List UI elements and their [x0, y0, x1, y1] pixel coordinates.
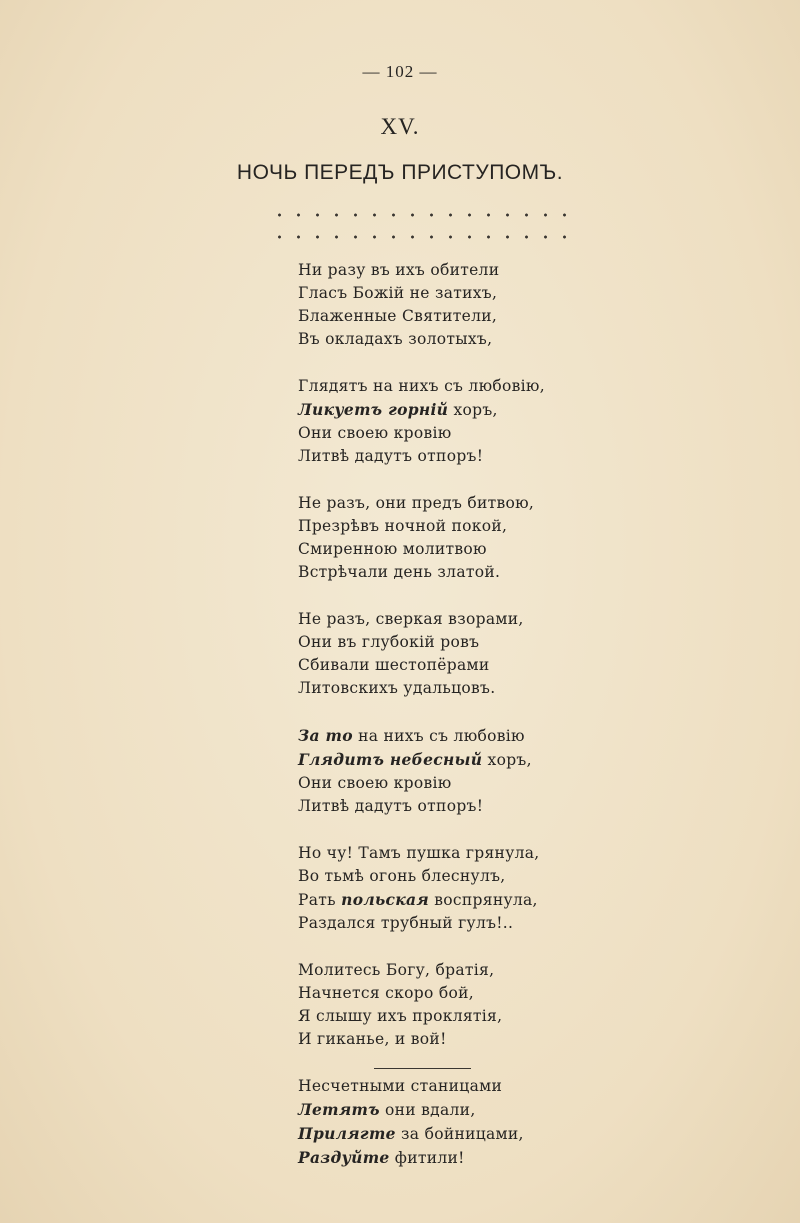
text-segment: Во тьмѣ огонь блеснулъ,: [298, 867, 506, 885]
poem-line: [298, 445, 618, 468]
closing-rule: [374, 1068, 471, 1069]
italic-text: Ликуетъ горній: [298, 400, 449, 419]
stanza: [298, 492, 618, 584]
text-segment: Они своею кровію: [298, 424, 452, 442]
text-segment: Молитесь Богу, братія,: [298, 961, 495, 979]
poem-line: [298, 724, 618, 748]
poem-line: [298, 631, 618, 654]
poem-line: [298, 654, 618, 677]
text-segment: Смиренною молитвою: [298, 540, 487, 558]
poem-line: [298, 677, 618, 700]
stanza: [298, 608, 618, 700]
text-segment: Глядятъ на нихъ съ любовію,: [298, 377, 545, 395]
poem-line: [298, 305, 618, 328]
text-segment: Литвѣ дадутъ отпоръ!: [298, 447, 484, 465]
text-segment: Литвѣ дадутъ отпоръ!: [298, 797, 484, 815]
text-segment: воспрянула,: [429, 891, 538, 909]
stanza: [298, 842, 618, 935]
text-segment: Ни разу въ ихъ обители: [298, 261, 500, 279]
poem-line: [298, 795, 618, 818]
text-segment: Литовскихъ удальцовъ.: [298, 679, 496, 697]
text-segment: хоръ,: [448, 401, 498, 419]
text-segment: Гласъ Божій не затихъ,: [298, 284, 498, 302]
text-segment: они вдали,: [379, 1101, 476, 1119]
text-segment: Не разъ, они предъ битвою,: [298, 494, 535, 512]
text-segment: Сбивали шестопёрами: [298, 656, 490, 674]
text-segment: на нихъ съ любовію: [352, 727, 525, 745]
poem-line: [298, 538, 618, 561]
poem-line: [298, 561, 618, 584]
poem-line: [298, 328, 618, 351]
text-segment: за бойницами,: [395, 1125, 524, 1143]
poem-line: [298, 772, 618, 795]
text-segment: Начнется скоро бой,: [298, 984, 474, 1002]
stanza: [298, 375, 618, 468]
text-segment: Несчетными станицами: [298, 1077, 503, 1095]
text-segment: Встрѣчали день златой.: [298, 563, 501, 581]
poem-line: [298, 842, 618, 865]
poem-line: [298, 748, 618, 772]
italic-text: Глядитъ небесный: [298, 750, 483, 769]
text-segment: Блаженные Святители,: [298, 307, 498, 325]
text-segment: Я слышу ихъ проклятія,: [298, 1007, 503, 1025]
text-segment: Въ окладахъ золотыхъ,: [298, 330, 493, 348]
ellipsis-row-2: [270, 235, 575, 239]
poem-line: [298, 1122, 618, 1146]
text-segment: Они въ глубокій ровъ: [298, 633, 480, 651]
italic-text: польская: [341, 890, 430, 909]
italic-text: За то: [298, 726, 353, 745]
poem-line: [298, 282, 618, 305]
poem-line: [298, 398, 618, 422]
poem-line: [298, 982, 618, 1005]
text-segment: Они своею кровію: [298, 774, 452, 792]
text-segment: фитили!: [389, 1149, 465, 1167]
poem-line: [298, 259, 618, 282]
chapter-number: XV.: [380, 114, 420, 139]
stanza: [298, 724, 618, 818]
poem-line: [298, 888, 618, 912]
poem-line: [298, 422, 618, 445]
poem-line: [298, 608, 618, 631]
text-segment: Не разъ, сверкая взорами,: [298, 610, 524, 628]
poem-line: [298, 1098, 618, 1122]
poem-line: [298, 492, 618, 515]
poem-line: [298, 1075, 618, 1098]
poem-line: [298, 959, 618, 982]
poem-line: [298, 515, 618, 538]
ellipsis-row-1: [270, 213, 575, 217]
poem-line: [298, 375, 618, 398]
italic-text: Летятъ: [298, 1100, 380, 1119]
italic-text: Прилягте: [298, 1124, 396, 1143]
poem-title: НОЧЬ ПЕРЕДЪ ПРИСТУПОМЪ.: [236, 161, 564, 184]
text-segment: хоръ,: [482, 751, 532, 769]
page-number: — 102 —: [362, 62, 438, 81]
italic-text: Раздуйте: [298, 1148, 390, 1167]
poem-line: [298, 1005, 618, 1028]
text-segment: И гиканье, и вой!: [298, 1030, 447, 1048]
stanza: [298, 259, 618, 351]
poem-line: [298, 912, 618, 935]
poem-line: [298, 1146, 618, 1170]
text-segment: Но чу! Тамъ пушка грянула,: [298, 844, 540, 862]
poem-body: [298, 259, 618, 1194]
text-segment: Раздался трубный гулъ!..: [298, 914, 514, 932]
stanza: [298, 959, 618, 1051]
poem-line: [298, 1028, 618, 1051]
stanza: [298, 1075, 618, 1170]
poem-line: [298, 865, 618, 888]
text-segment: Презрѣвъ ночной покой,: [298, 517, 508, 535]
text-segment: Рать: [298, 891, 342, 909]
